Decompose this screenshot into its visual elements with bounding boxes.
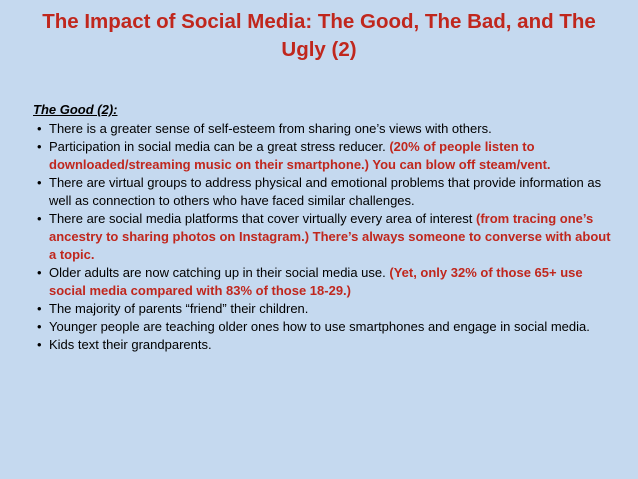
section-heading: The Good (2): [33, 102, 118, 117]
bullet-text: Older adults are now catching up in their social media use. [49, 265, 390, 280]
bullet-icon: • [37, 319, 42, 334]
bullet-text: There are virtual groups to address physical and emotional problems that provide information as well as connection to others who have faced similar challenges. [49, 175, 602, 208]
list-item [33, 300, 618, 318]
list-item [33, 336, 618, 354]
list-item [33, 318, 618, 336]
bullet-highlight: (from tracing one’s ancestry to sharing photos on Instagram.) There’s always someone to converse with about a topic. [49, 211, 611, 262]
bullet-text: There are social media platforms that cover virtually every area of interest [49, 211, 477, 226]
bullet-text: Kids text their grandparents. [49, 337, 212, 352]
bullet-text: There is a greater sense of self-esteem from sharing one’s views with others. [49, 121, 492, 136]
list-item [33, 174, 618, 210]
bullet-icon: • [37, 175, 42, 190]
bullet-icon: • [37, 337, 42, 352]
list-item [33, 138, 618, 174]
bullet-highlight: (20% of people listen to downloaded/streaming music on their smartphone.) You can blow off steam/vent. [49, 139, 551, 172]
bullet-icon: • [37, 265, 42, 280]
bullet-text: Younger people are teaching older ones how to use smartphones and engage in social media. [49, 319, 590, 334]
bullet-list [33, 120, 618, 354]
bullet-icon: • [37, 121, 42, 136]
bullet-icon: • [37, 139, 42, 154]
list-item [33, 120, 618, 138]
bullet-icon: • [37, 301, 42, 316]
slide-content [33, 101, 618, 354]
slide-title: The Impact of Social Media: The Good, The Bad, and The Ugly (2) [42, 10, 596, 61]
bullet-text: The majority of parents “friend” their children. [49, 301, 309, 316]
bullet-highlight: (Yet, only 32% of those 65+ use social media compared with 83% of those 18-29.) [49, 265, 583, 298]
bullet-text: Participation in social media can be a great stress reducer. [49, 139, 390, 154]
list-item [33, 210, 618, 264]
bullet-icon: • [37, 211, 42, 226]
list-item [33, 264, 618, 300]
